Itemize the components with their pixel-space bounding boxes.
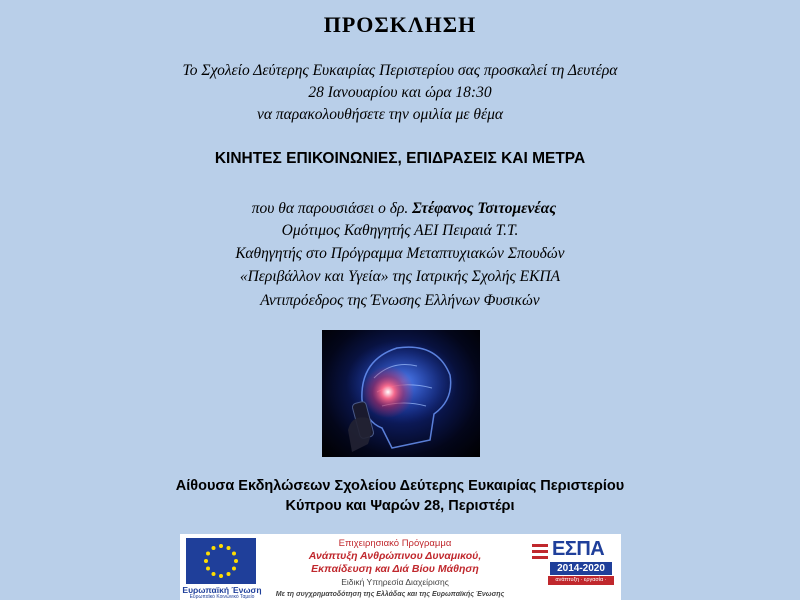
eu-star bbox=[206, 567, 210, 571]
speaker-role-1: Ομότιμος Καθηγητής ΑΕΙ Πειραιά Τ.Τ. bbox=[281, 222, 519, 239]
eu-star bbox=[212, 546, 216, 550]
eu-flag-icon bbox=[186, 538, 256, 584]
eu-star bbox=[232, 552, 236, 556]
brain-phone-image bbox=[322, 330, 480, 457]
talk-topic: ΚΙΝΗΤΕΣ ΕΠΙΚΟΙΝΩΝΙΕΣ, ΕΠΙΔΡΑΣΕΙΣ ΚΑΙ ΜΕΤΡΑ bbox=[214, 150, 586, 167]
eu-star bbox=[204, 559, 208, 563]
speaker-role-2: Καθηγητής στο Πρόγραμμα Μεταπτυχιακών Σπουδών bbox=[235, 245, 565, 262]
speaker-name: Στέφανος Τσιτομενέας bbox=[412, 200, 557, 217]
speaker-prefix: που θα παρουσιάσει ο δρ. bbox=[251, 200, 413, 217]
intro-line-1: Το Σχολείο Δεύτερης Ευκαιρίας Περιστερίου σας προσκαλεί τη Δευτέρα bbox=[182, 62, 618, 79]
speaker-role-3: «Περιβάλλον και Υγεία» της Ιατρικής Σχολής ΕΚΠΑ bbox=[239, 268, 561, 285]
espa-logo bbox=[530, 538, 616, 592]
eu-star bbox=[219, 544, 223, 548]
espa-stripes-icon bbox=[530, 540, 550, 564]
speaker-line bbox=[4, 200, 800, 218]
eu-star bbox=[234, 559, 238, 563]
espa-years: 2014-2020 bbox=[550, 562, 612, 575]
program-line-3: Εκπαίδευση και Διά Βίου Μάθηση bbox=[311, 563, 479, 575]
page-title: ΠΡΟΣΚΛΗΣΗ bbox=[323, 12, 477, 37]
eu-star bbox=[206, 552, 210, 556]
cofunding-note: Με τη συγχρηματοδότηση της Ελλάδας και της Ευρωπαϊκής Ένωσης bbox=[275, 591, 505, 598]
brain-illustration bbox=[322, 330, 480, 457]
eu-star bbox=[227, 572, 231, 576]
program-line-1: Επιχειρησιακό Πρόγραμμα bbox=[338, 538, 452, 549]
intro-line-3: να παρακολουθήσετε την ομιλία με θέμα bbox=[257, 106, 503, 123]
eu-star bbox=[227, 546, 231, 550]
eu-star bbox=[232, 567, 236, 571]
venue-line-2: Κύπρου και Ψαρών 28, Περιστέρι bbox=[285, 498, 515, 514]
espa-word: ΕΣΠΑ bbox=[552, 538, 605, 560]
program-line-4: Ειδική Υπηρεσία Διαχείρισης bbox=[341, 577, 449, 587]
intro-line-2: 28 Ιανουαρίου και ώρα 18:30 bbox=[308, 84, 492, 101]
eu-stars bbox=[186, 538, 256, 584]
espa-tagline: ανάπτυξη · εργασία · αλληλεγγύη bbox=[548, 576, 614, 585]
eu-caption: Ευρωπαϊκή Ένωση bbox=[182, 585, 262, 595]
venue-line-1: Αίθουσα Εκδηλώσεων Σχολείου Δεύτερης Ευκαιρίας Περιστερίου bbox=[175, 478, 625, 494]
speaker-role-4: Αντιπρόεδρος της Ένωσης Ελλήνων Φυσικών bbox=[260, 292, 540, 309]
eu-subcaption: Ευρωπαϊκό Κοινωνικό Ταμείο bbox=[189, 594, 255, 600]
eu-star bbox=[219, 574, 223, 578]
funding-footer bbox=[180, 534, 621, 600]
eu-star bbox=[212, 572, 216, 576]
program-line-2: Ανάπτυξη Ανθρώπινου Δυναμικού, bbox=[308, 550, 482, 562]
